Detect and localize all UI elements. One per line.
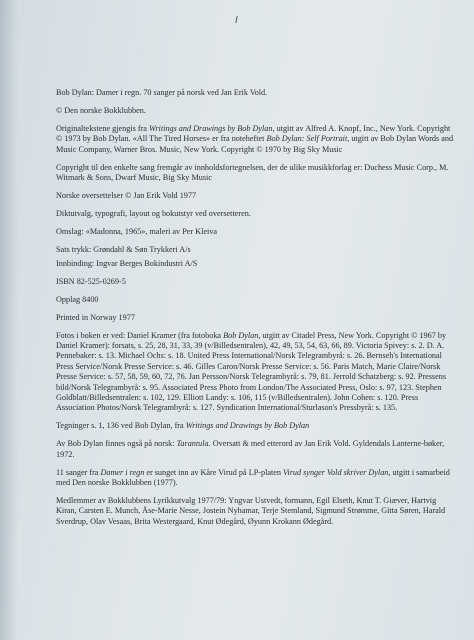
sung-note: 11 sanger fra Damer i regn er sunget inn av Kåre Virud på LP-platen Virud synger Vold skriver Dylan, utgitt i samarbeid med Den norske Bokklubben (1977). <box>56 467 450 487</box>
edition: Opplag 8400 <box>56 294 99 304</box>
selection-credit: Diktutvalg, typografi, layout og bokutstyr ved oversetteren. <box>56 208 251 218</box>
isbn: ISBN 82-525-0269-5 <box>56 276 126 286</box>
copyright-club: © Den norske Bokklubben. <box>56 105 146 115</box>
printed-in: Printed in Norway 1977 <box>56 312 135 322</box>
typesetting-credit: Sats trykk: Grøndahl & Søn Trykkeri A/s <box>56 244 191 254</box>
title-line: Bob Dylan: Damer i regn. 70 sanger på norsk ved Jan Erik Vold. <box>56 88 268 97</box>
translations-copyright: Norske oversettelser © Jan Erik Vold 1977 <box>56 190 197 200</box>
copyright-songs: Copyright til den enkelte sang fremgår av innholdsfortegnelsen, der de ulike musikkforlag er: Duchess Music Corp., M. Witmark & Sons, Dwarf Music, Big Sky Music <box>56 162 449 182</box>
also-available: Av Bob Dylan finnes også på norsk: Tarantula. Oversatt & med etterord av Jan Erik Vold. Gyldendals Lanterne-bøker, 1972. <box>56 439 445 459</box>
photo-credits: Fotos i boken er ved: Daniel Kramer (fra fotoboka Bob Dylan, utgitt av Citadel Press, New York. Copyright © 1967 by Daniel Kramer): forsats, s. 25, 28, 31, 33, 39 (v/Billedsentralen), 42, 49, 53, 54, 63, 66, 89. Victoria Spivey: s. 2. D. A. Pennebaker: s. 13. Michael Ochs: s. 18. United Press International/Norsk Telegrambyrå: s. 26. Bernseh's International Press Service/Norsk Presse Service: s. 46. Gilles Caron/Norsk Presse Service: s. 56. Paris Match, Marie Claire/Norsk Presse Service: s. 57, 58, 59, 60, 72, 76. Jan Persson/Norsk Telegrambyrå: s. 79, 81. Jerrold Schatzberg: s. 92. Pressens bild/Norsk Telegrambyrå: s. 95. Associated Press Photo from London/The Associated Press, Oslo: s. 97, 123. Stephen Goldblatt/Billedsentralen: s. 102, 129. Elliott Landy: s. 106, 115 (v/Billedsentralen). John Cohen: s. 120. Press Association Photos/Norsk Telegrambyrå: s. 127. Syndication International/Sturlason's Pressbyrå: s. 135. <box>56 330 447 413</box>
original-texts: Originaltekstene gjengis fra Writings and Drawings by Bob Dylan, utgitt av Alfred A. Knopf, Inc., New York. Copyright © 1973 by Bob Dylan. «All The Tired Horses» er fra noteheftet Bob Dylan: Self Portrait, utgitt av Bob Dylan Words and Music Company, Warner Bros. Music, New York. Copyright © 1970 by Big Sky Music <box>56 123 454 154</box>
pencil-mark <box>235 16 237 23</box>
colophon-text <box>56 88 456 535</box>
drawings-credit: Tegninger s. 1, 136 ved Bob Dylan, fra Writings and Drawings by Bob Dylan <box>56 421 310 431</box>
page-edge-shadow <box>0 0 18 640</box>
committee-members: Medlemmer av Bokklubbens Lyrikkutvalg 1977/79: Yngvar Ustvedt, formann, Egil Elseth, Knut T. Giæver, Hartvig Kiran, Carsten E. Munch, Åse-Marie Nesse, Jostein Nyhamar, Terje Stemland, Sigmund Strømme, Gitta Søren, Harald Sverdrup, Olav Vesaas, Brita Westergaard, Knut Ødegård, Øyunn Krokann Ødegård. <box>56 495 446 526</box>
cover-credit: Omslag: «Madonna, 1965», maleri av Per Kleiva <box>56 226 217 236</box>
binding-credit: Innbinding: Ingvar Berges Bokindustri A/S <box>56 258 198 268</box>
